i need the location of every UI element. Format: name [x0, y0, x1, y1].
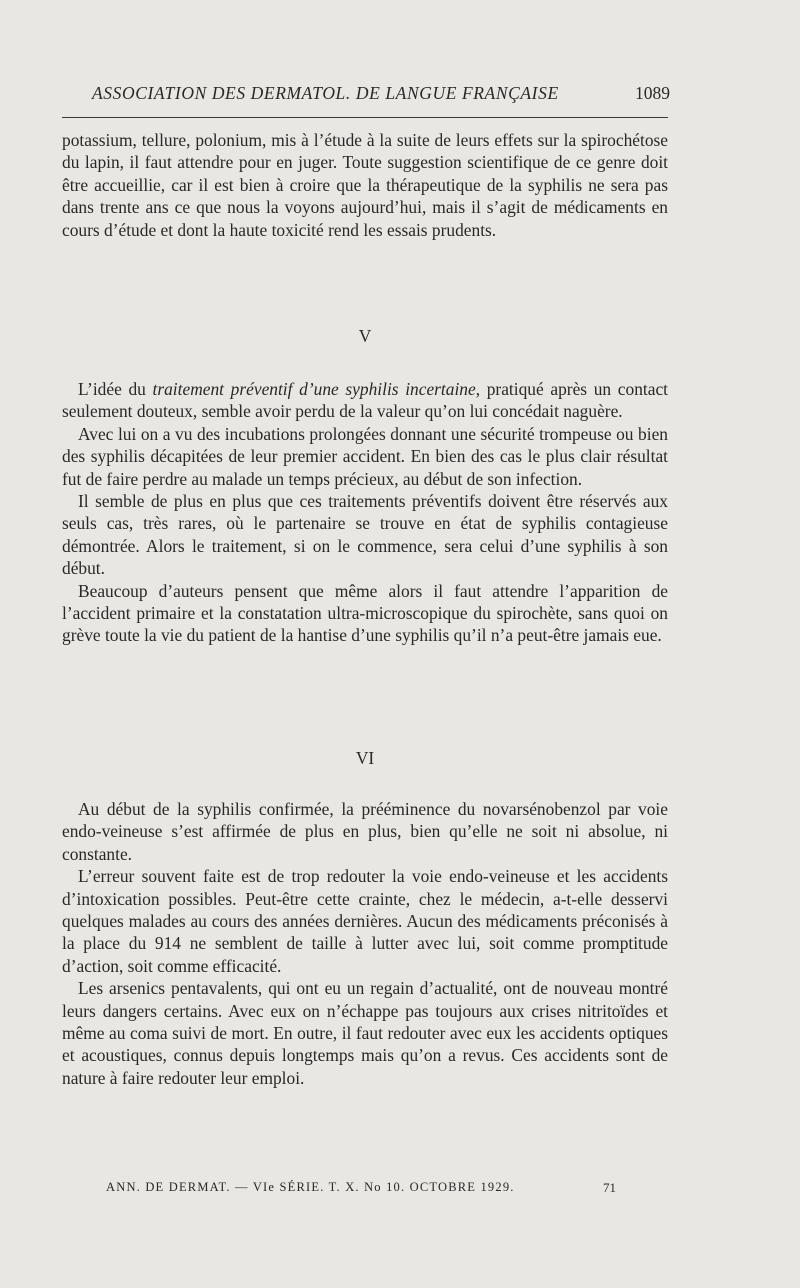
header-rule	[62, 117, 668, 118]
section-vi-paragraph-3: Les arsenics pentavalents, qui ont eu un regain d’actualité, ont de nouveau montré leurs dangers certains. Avec eux on n’échappe pas toujours aux crises nitritoïdes et même au coma suivi de mort. En outre, il faut redouter avec eux les accidents optiques et acoustiques, connus depuis longtemps mais qu’on a revus. Ces accidents sont de nature à faire redouter leur emploi.	[62, 978, 668, 1088]
section-v-p1-tail: , pratiqué après un contact seulement douteux, semble avoir perdu de la valeur qu’on lui concédait naguère.	[62, 379, 668, 422]
section-v-p1-italic: traitement préventif d’une syphilis incertaine	[152, 379, 476, 399]
running-title: ASSOCIATION DES DERMATOL. DE LANGUE FRANÇAISE	[92, 83, 559, 103]
section-vi-paragraph-1: Au début de la syphilis confirmée, la prééminence du novarsénobenzol par voie endo-veineuse s’est affirmée de plus en plus, bien qu’elle ne soit ni absolue, ni constante.	[62, 799, 668, 864]
section-heading-vi: VI	[355, 748, 375, 768]
section-vi-text	[62, 798, 668, 1089]
section-heading-v: V	[358, 326, 372, 346]
signature-mark: 71	[603, 1180, 616, 1195]
intro-text-block	[62, 129, 668, 241]
section-v-text	[62, 378, 668, 647]
page-footer	[106, 1180, 616, 1195]
journal-citation: ANN. DE DERMAT. — VIe SÉRIE. T. X. No 10. OCTOBRE 1929.	[106, 1180, 515, 1194]
running-header	[92, 83, 670, 104]
section-v-paragraph-1	[62, 378, 668, 423]
section-v-paragraph-3: Il semble de plus en plus que ces traitements préventifs doivent être réservés aux seuls cas, très rares, où le partenaire se trouve en état de syphilis contagieuse démontrée. Alors le traitement, si on le commence, sera celui d’une syphilis à son début.	[62, 491, 668, 579]
section-vi-paragraph-2: L’erreur souvent faite est de trop redouter la voie endo-veineuse et les accidents d’intoxication possibles. Peut-être cette crainte, chez le médecin, a-t-elle desservi quelques malades au cours des années dernières. Aucun des médicaments préconisés à la place du 914 ne semblent de taille à lutter avec lui, soit comme promptitude d’action, soit comme efficacité.	[62, 866, 668, 976]
section-v-paragraph-4: Beaucoup d’auteurs pensent que même alors il faut attendre l’apparition de l’accident primaire et la constatation ultra-microscopique du spirochète, sans quoi on grève toute la vie du patient de la hantise d’une syphilis qu’il n’a peut-être jamais eue.	[62, 580, 668, 646]
intro-paragraph: potassium, tellure, polonium, mis à l’étude à la suite de leurs effets sur la spirochétose du lapin, il faut attendre pour en juger. Toute suggestion scientifique de ce genre doit être accueillie, car il est bien à croire que la thérapeutique de la syphilis ne sera pas dans trente ans ce que nous la voyons aujourd’hui, mais il s’agit de médicaments en cours d’étude et dont la haute toxicité rend les essais prudents.	[62, 130, 668, 240]
section-v-paragraph-2: Avec lui on a vu des incubations prolongées donnant une sécurité trompeuse ou bien des syphilis décapitées de leur premier accident. En bien des cas le plus clair résultat fut de faire perdre au malade un temps précieux, au début de son infection.	[62, 423, 668, 489]
section-v-p1-lead: L’idée du	[78, 379, 153, 399]
page-number: 1089	[635, 83, 670, 103]
